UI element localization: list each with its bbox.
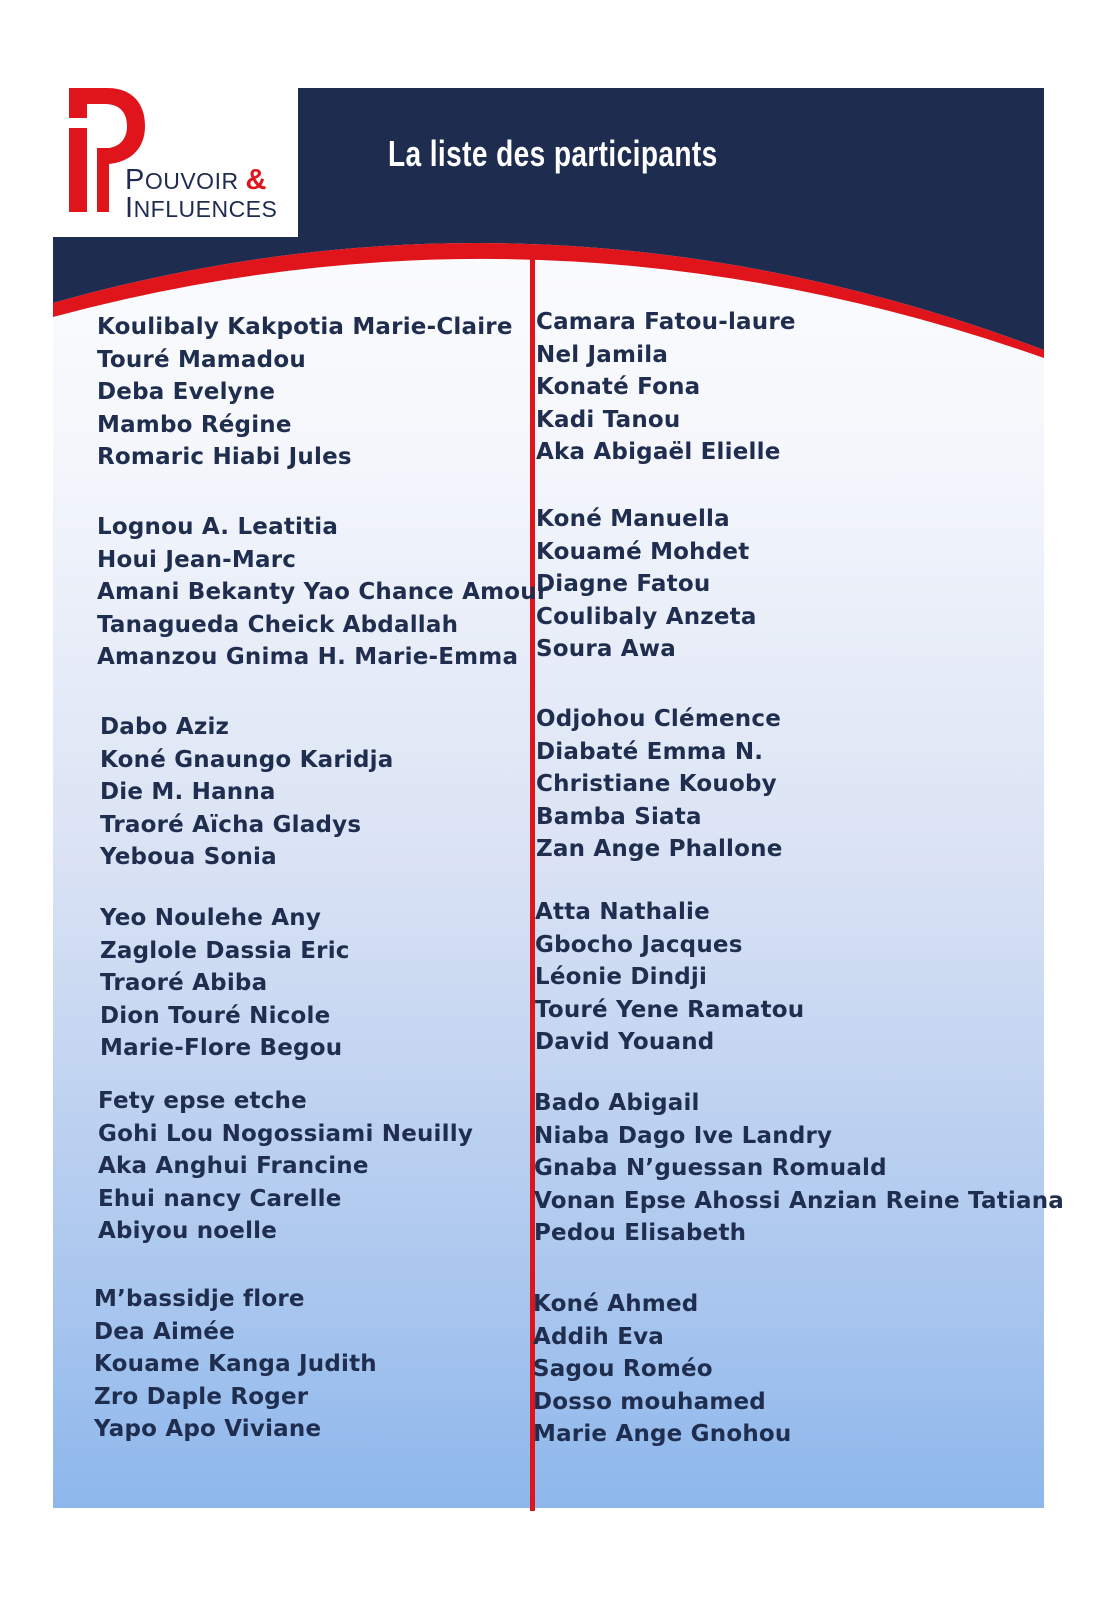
participant-name: Yeo Noulehe Any [100, 905, 322, 931]
participant-name: Touré Mamadou [97, 346, 306, 373]
participant-name: Koné Gnaungo Karidja [100, 746, 394, 773]
participant-name: Amani Bekanty Yao Chance Amour [97, 579, 549, 606]
participant-name: Traoré Abiba [100, 970, 268, 997]
participant-name: Konaté Fona [536, 374, 701, 401]
participant-name: Romaric Hiabi Jules [97, 444, 352, 471]
participant-name: Gbocho Jacques [535, 931, 743, 958]
participant-name: Mambo Régine [97, 411, 292, 438]
participant-name: Yeboua Sonia [100, 844, 277, 871]
participant-name: Soura Awa [536, 636, 676, 663]
participant-name: Addih Eva [533, 1323, 665, 1350]
participant-name: Aka Anghui Francine [98, 1153, 369, 1180]
participant-name: Abiyou noelle [98, 1218, 278, 1245]
participant-name: Tanagueda Cheick Abdallah [97, 611, 459, 638]
column-divider [530, 249, 535, 1511]
participant-name: Touré Yene Ramatou [535, 996, 805, 1023]
participant-name: Houi Jean-Marc [97, 546, 297, 573]
participant-name: Dea Aimée [94, 1318, 235, 1345]
participant-name: Marie-Flore Begou [100, 1035, 343, 1062]
participant-name: Die M. Hanna [100, 779, 276, 806]
brand-name-line-1: POUVOIR & [125, 164, 267, 196]
participant-name: Traoré Aïcha Gladys [100, 811, 362, 838]
participant-name: Diabaté Emma N. [536, 738, 764, 765]
participant-name: Odjohou Clémence [536, 706, 781, 732]
participant-name: M’bassidje flore [94, 1286, 305, 1312]
participant-name: Zaglole Dassia Eric [100, 937, 350, 964]
participant-name: Kouame Kanga Judith [94, 1351, 377, 1378]
brand-name-line-2: INFLUENCES [125, 192, 278, 224]
participant-name: Marie Ange Gnohou [533, 1421, 792, 1448]
participant-name: Gnaba N’guessan Romuald [534, 1155, 887, 1182]
participant-name: Léonie Dindji [535, 964, 708, 991]
participant-name: Bamba Siata [536, 803, 702, 830]
participant-name: Dabo Aziz [100, 714, 230, 740]
participant-name: Kouamé Mohdet [536, 538, 750, 565]
participant-name: Nel Jamila [536, 341, 669, 368]
participant-name: Dosso mouhamed [533, 1388, 766, 1415]
participant-name: Gohi Lou Nogossiami Neuilly [98, 1120, 474, 1147]
participant-name: Coulibaly Anzeta [536, 603, 757, 630]
participant-name: Koulibaly Kakpotia Marie-Claire [97, 314, 513, 340]
brand-logo [53, 88, 298, 237]
participant-name: Bado Abigail [534, 1090, 700, 1116]
participant-name: Atta Nathalie [535, 899, 710, 925]
participant-name: Vonan Epse Ahossi Anzian Reine Tatiana [534, 1187, 1064, 1214]
participant-name: Aka Abigaël Elielle [536, 439, 781, 466]
participant-name: Yapo Apo Viviane [94, 1416, 322, 1443]
participant-name: Koné Ahmed [533, 1291, 699, 1317]
participant-name: Kadi Tanou [536, 406, 681, 433]
participant-name: Deba Evelyne [97, 379, 276, 406]
participant-name: Camara Fatou-laure [536, 309, 796, 335]
participant-name: David Youand [535, 1029, 715, 1056]
participant-name: Zan Ange Phallone [536, 836, 783, 863]
participant-name: Fety epse etche [98, 1088, 307, 1114]
participant-name: Koné Manuella [536, 506, 730, 532]
participant-name: Amanzou Gnima H. Marie-Emma [97, 644, 519, 671]
participant-name: Christiane Kouoby [536, 771, 777, 798]
participant-name: Sagou Roméo [533, 1356, 713, 1383]
participant-name: Diagne Fatou [536, 571, 711, 598]
page-title: La liste des participants [388, 133, 718, 174]
participant-name: Dion Touré Nicole [100, 1002, 331, 1029]
participant-name: Pedou Elisabeth [534, 1220, 747, 1247]
participant-name: Zro Daple Roger [94, 1383, 309, 1410]
participant-name: Lognou A. Leatitia [97, 514, 339, 540]
participant-name: Niaba Dago Ive Landry [534, 1122, 833, 1149]
participant-name: Ehui nancy Carelle [98, 1185, 342, 1212]
